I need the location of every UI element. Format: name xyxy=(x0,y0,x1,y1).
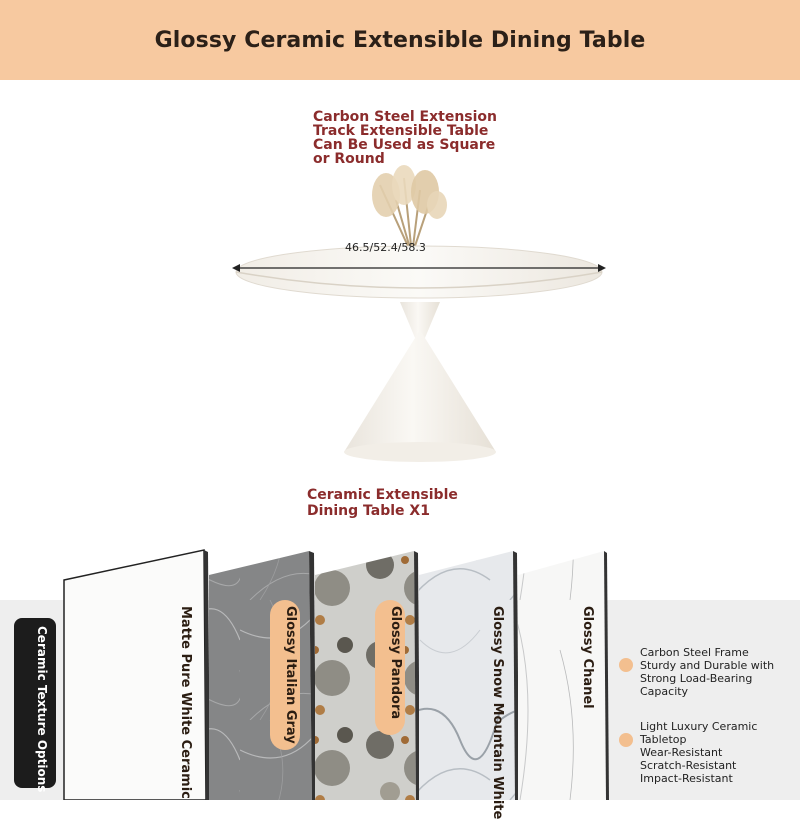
product-caption: Ceramic Extensible Dining Table X1 xyxy=(307,487,458,519)
texture-label-0: Matte Pure White Ceramic xyxy=(178,606,193,799)
page-title: Glossy Ceramic Extensible Dining Table xyxy=(154,27,646,53)
feature-line: Capacity xyxy=(640,685,689,698)
texture-label-2: Glossy Pandora xyxy=(388,606,403,720)
feature-line: Tabletop xyxy=(640,733,687,746)
texture-label-1: Glossy Italian Gray xyxy=(283,606,298,744)
dimension-label: 46.5/52.4/58.3 xyxy=(345,241,426,254)
texture-label-3: Glossy Snow Mountain White xyxy=(490,606,505,819)
feature-title: Light Luxury Ceramic xyxy=(640,720,758,733)
feature-carbon-steel-frame xyxy=(620,646,790,698)
feature-line: Wear-Resistant xyxy=(640,746,723,759)
feature-line: Scratch-Resistant xyxy=(640,759,737,772)
feature-line: Impact-Resistant xyxy=(640,772,733,785)
hero-headline: Carbon Steel Extension Track Extensible Table Can Be Used as Square or Round xyxy=(313,109,498,167)
feature-line: Sturdy and Durable with xyxy=(640,659,775,672)
feature-title: Carbon Steel Frame xyxy=(640,646,749,659)
feature-ceramic-tabletop xyxy=(620,720,790,785)
texture-section-label-text: Ceramic Texture Options xyxy=(35,626,49,793)
feature-line: Strong Load-Bearing xyxy=(640,672,753,685)
texture-label-4: Glossy Chanel xyxy=(580,606,595,709)
